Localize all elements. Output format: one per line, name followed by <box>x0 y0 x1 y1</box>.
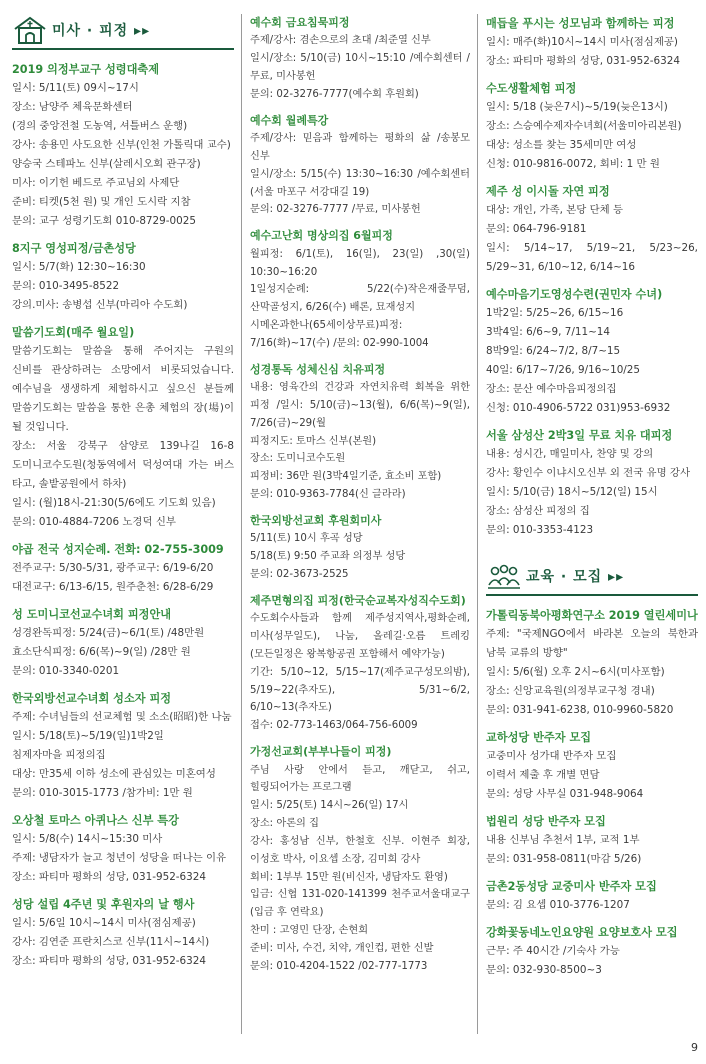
notice-line: 주제: 냉담자가 늘고 청년이 성당을 떠나는 이유 <box>12 852 227 864</box>
notice-entry <box>250 361 470 504</box>
notice-title: 제주 성 이시돌 자연 피정 <box>486 185 610 198</box>
notice-entry <box>486 79 698 174</box>
notice-line: 대상: 만35세 이하 성소에 관심있는 미혼여성 <box>12 768 216 780</box>
notice-line: 문의: 031-941-6238, 010-9960-5820 <box>486 704 674 716</box>
notice-line: 장소: 서울 강북구 삼양로 139나길 16-8 도미니코수도원(청동역에서 덕성여대 가는 버스 타고, 솔밭공원에서 하차) <box>12 440 234 490</box>
notice-entry <box>12 239 234 315</box>
education-recruit-header <box>486 560 698 592</box>
notice-entry <box>486 426 698 540</box>
notice-line: 효소단식피정: 6/6(목)~9(일) /28만 원 <box>12 646 191 658</box>
notice-title: 예수회 금요침묵피정 <box>250 16 350 29</box>
column-divider <box>477 14 478 1034</box>
group-icon <box>486 561 522 591</box>
education-recruit-list <box>486 606 698 980</box>
notice-line: 전주교구: 5/30-5/31, 광주교구: 6/19-6/20 <box>12 562 214 574</box>
notice-line: 문의: 032-930-8500~3 <box>486 964 602 976</box>
notice-line: 미사: 이기헌 베드로 주교님외 사제단 <box>12 177 180 189</box>
notice-title: 야곱 전국 성지순례. 전화: 02-755-3009 <box>12 543 224 556</box>
notice-line: 1일성지순례: 5/22(수)작은재줄무덤, 산막골성지, 6/26(수) 배론, 묘재성지 <box>250 284 470 314</box>
retreat-list-2 <box>486 14 698 540</box>
notice-entry <box>486 285 698 418</box>
notice-line: 일시: 5/14~17, 5/19~21, 5/23~26, 5/29~31, 6/10~12, 6/14~16 <box>486 242 698 273</box>
notice-line: 문의: 김 요셉 010-3776-1207 <box>486 899 630 911</box>
notice-line: 장소: 도미니코수도원 <box>250 453 346 465</box>
notice-title: 매듭을 푸시는 성모님과 함께하는 피정 <box>486 17 675 30</box>
notice-line: 강사: 김연준 프란치스코 신부(11시~14시) <box>12 936 210 948</box>
notice-line: 주제: 수녀님들의 선교체험 및 소소(昭昭)한 나눔 <box>12 711 232 723</box>
notice-line: 장소: 아론의 집 <box>250 818 319 830</box>
notice-title: 예수마음기도영성수련(권민자 수녀) <box>486 288 663 301</box>
notice-title: 말씀기도회(매주 월요일) <box>12 326 135 339</box>
notice-entry <box>12 540 234 597</box>
notice-line: 준비: 티켓(5천 원) 및 개인 도시락 지참 <box>12 196 191 208</box>
church-icon <box>12 15 48 45</box>
column-retreat-continued <box>250 14 470 984</box>
notice-line: 근무: 주 40시간 /기숙사 가능 <box>486 945 620 957</box>
notice-entry <box>12 60 234 231</box>
notice-line: 주님 사랑 안에서 듣고, 깨닫고, 쉬고, 힐링되어가는 프로그램 <box>250 764 470 794</box>
notice-line: 신청: 010-9816-0072, 회비: 1 만 원 <box>486 158 660 170</box>
notice-line: 1박2일: 5/25~26, 6/15~16 <box>486 307 624 319</box>
notice-line: 문의: 010-3495-8522 <box>12 280 120 292</box>
notice-line: 문의: 010-3353-4123 <box>486 524 594 536</box>
notice-line: 일시: (월)18시-21:30(5/6에도 기도회 있음) <box>12 497 216 509</box>
notice-line: 문의: 010-3015-1773 /참가비: 1만 원 <box>12 787 193 799</box>
notice-line: 찬미 : 고영민 단장, 손현희 <box>250 925 369 937</box>
mass-retreat-list <box>12 60 234 971</box>
notice-line: 강의.미사: 송병섭 신부(마리아 수도회) <box>12 299 188 311</box>
notice-title: 8지구 영성피정/금촌성당 <box>12 242 136 255</box>
notice-line: 월피정: 6/1(토), 16(일), 23(일) ,30(일) 10:30~16:20 <box>250 248 470 278</box>
notice-line: 대상: 성소를 찾는 35세미만 여성 <box>486 139 637 151</box>
notice-line: 장소: 남양주 체육문화센터 <box>12 101 133 113</box>
notice-entry <box>12 323 234 532</box>
notice-title: 교하성당 반주자 모집 <box>486 731 592 744</box>
notice-line: 성경완독피정: 5/24(금)~6/1(토) /48만원 <box>12 627 205 639</box>
notice-line: 문의: 02-3276-7777(예수회 후원회) <box>250 88 419 100</box>
notice-title: 오상철 토마스 아퀴나스 신부 특강 <box>12 814 179 827</box>
notice-line: 주제: "국제NGO에서 바라본 오늘의 북한과 남북 교류의 방향" <box>486 628 698 659</box>
notice-line: 5/11(토) 10시 후곡 성당 <box>250 533 363 545</box>
mass-retreat-header <box>12 14 234 46</box>
notice-entry <box>486 182 698 277</box>
notice-title: 한국외방선교수녀회 성소자 피정 <box>12 692 172 705</box>
notice-line: 말씀기도회는 말씀을 통해 주어지는 구원의 신비를 관상하려는 소망에서 비롯되었습니다. 예수님을 생생하게 체험하시고 싶으신 분들께 말씀기도회는 말씀을 통한 은총 체험의 장(場)이 될 것입니다. <box>12 345 234 433</box>
notice-line: 신청: 010-4906-5722 031)953-6932 <box>486 402 671 414</box>
notice-line: 문의: 064-796-9181 <box>486 223 587 235</box>
notice-title: 금촌2동성당 교중미사 반주자 모집 <box>486 880 657 893</box>
notice-line: 장소: 문산 예수마음피정의집 <box>486 383 617 395</box>
retreat-list <box>250 14 470 976</box>
notice-entry <box>12 895 234 971</box>
notice-line: 일시/장소: 5/10(금) 10시~15:10 /예수회센터 /무료, 미사봉헌 <box>250 53 470 83</box>
header-underline <box>486 594 698 596</box>
notice-line: 내용: 영육간의 건강과 자연치유력 회복을 위한 피정 /일시: 5/10(금)~13(월), 6/6(목)~9(일), 7/26(금)~29(월 <box>250 382 470 429</box>
notice-entry <box>486 812 698 869</box>
notice-line: 일시: 5/25(토) 14시~26(일) 17시 <box>250 800 409 812</box>
notice-line: 8박9일: 6/24~7/2, 8/7~15 <box>486 345 621 357</box>
notice-title: 한국외방선교회 후원회미사 <box>250 514 382 527</box>
notice-line: 주제/강사: 겸손으로의 초대 /최준열 신부 <box>250 35 431 47</box>
notice-line: 문의: 010-4884-7206 노경덕 신부 <box>12 516 176 528</box>
notice-entry <box>486 923 698 980</box>
notice-line: 장소: 파티마 평화의 성당, 031-952-6324 <box>12 871 206 883</box>
notice-line: 5/18(토) 9:50 주교좌 의정부 성당 <box>250 551 406 563</box>
notice-title: 가톨릭동북아평화연구소 2019 열린세미나 <box>486 609 698 622</box>
notice-line: 준비: 미사, 수건, 치약, 개인컵, 편한 신발 <box>250 942 434 954</box>
page-number: 9 <box>691 1041 698 1054</box>
notice-entry <box>250 592 470 735</box>
notice-title: 수도생활체험 피정 <box>486 82 577 95</box>
notice-line: 일시: 5/18(토)~5/19(일)1박2일 <box>12 730 164 742</box>
header-underline <box>12 48 234 50</box>
notice-title: 예수고난회 명상의집 6월피정 <box>250 229 393 243</box>
notice-line: 피정비: 36만 원(3박4일기준, 효소비 포함) <box>250 471 442 483</box>
notice-line: 문의: 031-958-0811(마감 5/26) <box>486 853 642 865</box>
notice-line: 양승국 스테파노 신부(살레시오회 관구장) <box>12 158 201 170</box>
notice-entry <box>250 112 470 220</box>
notice-line: 일시/장소: 5/15(수) 13:30~16:30 /예수회센터(서울 마포구 서강대길 19) <box>250 168 470 198</box>
education-recruit-title: 교육 · 모집 ▸▸ <box>526 569 625 585</box>
notice-entry <box>250 227 470 352</box>
notice-line: 장소: 삼성산 피정의 집 <box>486 505 590 517</box>
notice-entry <box>486 728 698 804</box>
notice-line: 일시: 5/8(수) 14시~15:30 미사 <box>12 833 163 845</box>
notice-line: 강사: 송용민 사도요한 신부(인천 가톨릭대 교수) <box>12 139 231 151</box>
notice-line: 문의: 010-4204-1522 /02-777-1773 <box>250 960 428 972</box>
notice-line: 피정지도: 토마스 신부(본원) <box>250 435 377 447</box>
notice-line: 문의: 02-3276-7777 /무료, 미사봉헌 <box>250 204 421 216</box>
notice-entry <box>486 606 698 720</box>
notice-line: 수도회수사들과 함께 제주성지역사,평화순례, 미사(성무일도), 나눔, 올레길·오름 트레킹(모든일정은 왕복항공권 포함해서 예약가능) <box>250 613 470 660</box>
notice-line: 장소: 파티마 평화의 성당, 031-952-6324 <box>12 955 206 967</box>
notice-entry <box>12 689 234 803</box>
notice-line: 일시: 5/7(화) 12:30~16:30 <box>12 261 146 273</box>
notice-entry <box>250 14 470 104</box>
notice-line: 기간: 5/10~12, 5/15~17(제주교구성모의밤), 5/19~22(추자도), 5/31~6/2, 6/10~13(추자도) <box>250 666 470 714</box>
notice-line: 3박4일: 6/6~9, 7/11~14 <box>486 326 611 338</box>
notice-entry <box>486 14 698 71</box>
notice-line: 내용 신부님 추천서 1부, 교적 1부 <box>486 834 640 846</box>
notice-line: 일시: 매주(화)10시~14시 미사(점심제공) <box>486 36 678 48</box>
notice-title: 예수회 월례특강 <box>250 113 329 127</box>
notice-title: 서울 삼성산 2박3일 무료 치유 대피정 <box>486 429 673 442</box>
notice-line: 문의: 교구 성령기도회 010-8729-0025 <box>12 215 196 227</box>
notice-entry <box>12 811 234 887</box>
notice-line: 문의: 010-3340-0201 <box>12 665 120 677</box>
column-divider <box>241 14 242 1034</box>
notice-entry <box>12 605 234 681</box>
notice-line: 장소: 신앙교육원(의정부교구청 경내) <box>486 685 655 697</box>
notice-line: 장소: 파티마 평화의 성당, 031-952-6324 <box>486 55 680 67</box>
notice-entry <box>486 877 698 915</box>
notice-line: 문의: 010-9363-7784(신 글라라) <box>250 489 406 501</box>
notice-entry <box>250 512 470 584</box>
notice-line: 문의: 성당 사무실 031-948-9064 <box>486 788 644 800</box>
notice-entry <box>250 743 470 975</box>
notice-line: 일시: 5/10(금) 18시~5/12(일) 15시 <box>486 486 658 498</box>
notice-line: 장소: 스승예수제자수녀회(서울미아리본원) <box>486 120 682 132</box>
notice-line: 주제/강사: 믿음과 함께하는 평화의 삶 /송봉모 신부 <box>250 133 470 162</box>
notice-title: 성 도미니코선교수녀회 피정안내 <box>12 608 172 621</box>
notice-line: (경의 중앙전철 도농역, 셔틀버스 운행) <box>12 120 188 132</box>
column-mass-retreat <box>12 14 234 979</box>
notice-line: 시메온과한나(65세이상무료)피정: 7/16(화)~17(수) /문의: 02-990-1004 <box>250 320 429 349</box>
notice-title: 성당 설립 4주년 및 후원자의 날 행사 <box>12 898 195 911</box>
notice-line: 내용: 성시간, 매일미사, 찬양 및 강의 <box>486 448 654 460</box>
notice-title: 법원리 성당 반주자 모집 <box>486 815 606 828</box>
notice-line: 일시: 5/6일 10시~14시 미사(점심제공) <box>12 917 196 929</box>
column-retreat-education <box>486 14 698 988</box>
notice-line: 강사: 홍성남 신부, 한철호 신부. 이현주 회장, 이성호 박사, 이요셉 소장, 김미희 강사 <box>250 835 470 865</box>
notice-line: 40일: 6/17~7/26, 9/16~10/25 <box>486 364 641 376</box>
notice-line: 문의: 02-3673-2525 <box>250 569 349 581</box>
notice-line: 대상: 개인, 가족, 본당 단체 등 <box>486 204 624 216</box>
notice-line: 교중미사 성가대 반주자 모집 <box>486 750 617 762</box>
notice-line: 일시: 5/11(토) 09시~17시 <box>12 82 139 94</box>
notice-line: 입금: 신협 131-020-141399 천주교서울대교구(입금 후 연락요) <box>250 889 470 919</box>
notice-line: 강사: 황인수 이냐시오신부 외 전국 유명 강사 <box>486 467 690 479</box>
notice-title: 2019 의정부교구 성령대축제 <box>12 63 159 76</box>
notice-title: 제주면형의집 피정(한국순교복자성직수도회) <box>250 593 466 607</box>
notice-title: 성경통독 성체신심 치유피정 <box>250 362 386 376</box>
notice-line: 일시: 5/6(월) 오후 2시~6시(미사포함) <box>486 666 665 678</box>
notice-line: 대전교구: 6/13-6/15, 원주춘천: 6/28-6/29 <box>12 581 214 593</box>
notice-line: 회비: 1부부 15만 원(비신자, 냉담자도 환영) <box>250 871 448 883</box>
notice-line: 침제자마을 피정의집 <box>12 749 106 761</box>
notice-title: 가정선교회(부부나들이 피정) <box>250 745 392 759</box>
notice-line: 일시: 5/18 (늦은7시)~5/19(늦은13시) <box>486 101 668 113</box>
notice-line: 접수: 02-773-1463/064-756-6009 <box>250 720 418 732</box>
notice-title: 강화꽃동네노인요양원 요양보호사 모집 <box>486 926 678 939</box>
mass-retreat-title: 미사 · 피정 ▸▸ <box>52 23 151 39</box>
notice-line: 이력서 제출 후 개별 면담 <box>486 769 600 781</box>
